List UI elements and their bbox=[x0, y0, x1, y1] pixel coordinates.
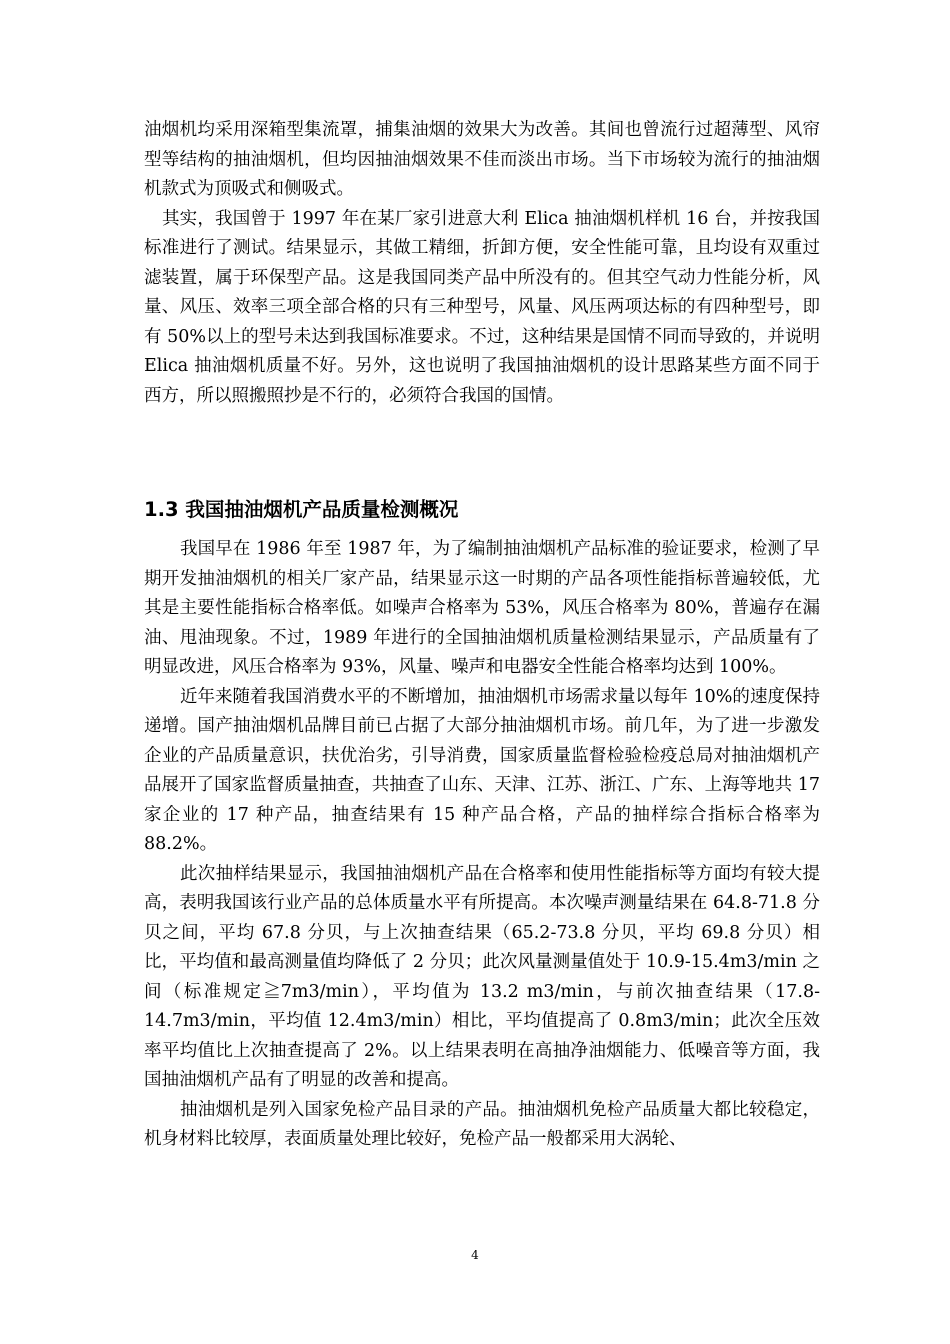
paragraph-elica-testing: 其实，我国曾于 1997 年在某厂家引进意大利 Elica 抽油烟机样机 16 台，并按我国标准进行了测试。结果显示，其做工精细，折卸方便，安全性能可靠，且均设有双重过滤装置，属于环保型产品。这是我国同类产品中所没有的。但其空气动力性能分析，风量、风压、效率三项全部合格的只有三种型号，风量、风压两项达标的有四种型号，即有 50%以上的型号未达到我国标准要求。不过，这种结果是国情不同而导致的，并说明 Elica 抽油烟机质量不好。另外，这也说明了我国抽油烟机的设计思路某些方面不同于西方，所以照搬照抄是不行的，必须符合我国的国情。 bbox=[144, 208, 820, 406]
section-1-3-body bbox=[144, 535, 820, 1155]
paragraph-sampling-results: 此次抽样结果显示，我国抽油烟机产品在合格率和使用性能指标等方面均有较大提高，表明我国该行业产品的总体质量水平有所提高。本次噪声测量结果在 64.8-71.8 分贝之间，平均 67.8 分贝，与上次抽查结果（65.2-73.8 分贝，平均 69.8 分贝）相比，平均值和最高测量值均降低了 2 分贝；此次风量测量值处于 10.9-15.4m3/min 之间（标准规定≧7m3/min），平均值为 13.2 m3/min，与前次抽查结果（17.8-14.7m3/min，平均值 12.4m3/min）相比，平均值提高了 0.8m3/min；此次全压效率平均值比上次抽查提高了 2%。以上结果表明在高抽净油烟能力、低噪音等方面，我国抽油烟机产品有了明显的改善和提高。 bbox=[144, 863, 820, 1090]
page-number: 4 bbox=[471, 1248, 479, 1262]
paragraph-exempt-products: 抽油烟机是列入国家免检产品目录的产品。抽油烟机免检产品质量大都比较稳定，机身材料比较厚，表面质量处理比较好，免检产品一般都采用大涡轮、 bbox=[144, 1099, 820, 1149]
paragraph-market-growth: 近年来随着我国消费水平的不断增加，抽油烟机市场需求量以每年 10%的速度保持递增。国产抽油烟机品牌目前已占据了大部分抽油烟机市场。前几年，为了进一步激发企业的产品质量意识，扶优治劣，引导消费，国家质量监督检验检疫总局对抽油烟机产品展开了国家监督质量抽查，共抽查了山东、天津、江苏、浙江、广东、上海等地共 17 家企业的 17 种产品，抽查结果有 15 种产品合格，产品的抽样综合指标合格率为 88.2%。 bbox=[144, 686, 820, 854]
section-heading-1-3: 1.3 我国抽油烟机产品质量检测概况 bbox=[144, 498, 459, 521]
paragraph-early-inspection: 我国早在 1986 年至 1987 年，为了编制抽油烟机产品标准的验证要求，检测了早期开发抽油烟机的相关厂家产品，结果显示这一时期的产品各项性能指标普遍较低，尤其是主要性能指标合格率低。如噪声合格率为 53%，风压合格率为 80%，普遍存在漏油、甩油现象。不过，1989 年进行的全国抽油烟机质量检测结果显示，产品质量有了明显改进，风压合格率为 93%，风量、噪声和电器安全性能合格率均达到 100%。 bbox=[144, 539, 820, 677]
section-one-continued bbox=[144, 116, 820, 411]
paragraph-hood-structure-history: 油烟机均采用深箱型集流罩，捕集油烟的效果大为改善。其间也曾流行过超薄型、风帘型等结构的抽油烟机，但均因抽油烟效果不佳而淡出市场。当下市场较为流行的抽油烟机款式为顶吸式和侧吸式。 bbox=[144, 120, 820, 199]
